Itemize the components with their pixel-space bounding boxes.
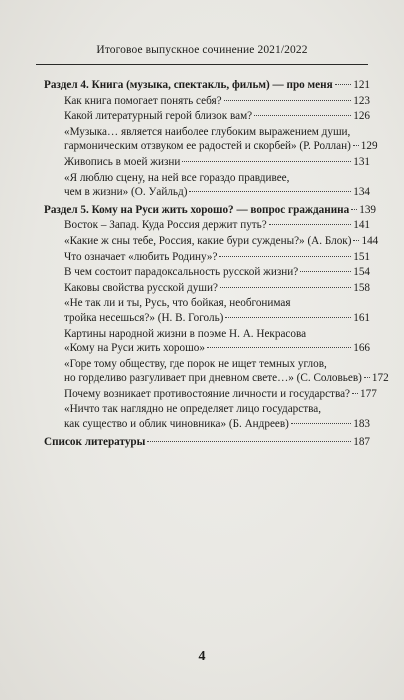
toc-entry-text: Почему возникает противостояние личности и государства? [64,387,351,400]
toc-entry [44,171,370,200]
toc-entry-text: гармоническим отзвуком ее радостей и скорбей» (Р. Роллан) [64,140,351,153]
toc-entry-text: «Музыка… является наиболее глубоким выражением души, [64,125,351,138]
toc-entry-row [44,78,370,93]
toc-entry-text: «Кому на Руси жить хорошо» [64,342,205,355]
toc-entry [44,218,370,233]
toc-entry-text: Раздел 4. Книга (музыка, спектакль, фильм) — про меня [44,79,333,91]
toc-entry-text: Какой литературный герой близок вам? [64,110,253,123]
toc-entry-row [64,94,370,109]
toc-entry-text: Как книга помогает понять себя? [64,94,222,107]
toc-entry-row [44,435,370,450]
toc-page-number: 134 [353,186,370,199]
toc-entry-text: «Какие ж сны тебе, Россия, какие бури суждены?» (А. Блок) [64,234,352,247]
dot-leader [182,161,351,162]
toc-entry-row [64,417,370,432]
page-number: 4 [198,649,206,664]
table-of-contents [44,78,389,450]
dot-leader [224,100,352,101]
toc-entry-row [64,139,378,154]
header-rule [36,64,368,65]
toc-entry-text: Каковы свойства русской души? [64,281,218,294]
toc-entry [44,125,378,154]
dot-leader [225,317,351,318]
toc-entry-row [64,281,370,296]
toc-page-number: 139 [359,203,376,216]
dot-leader [291,423,351,424]
toc-entry-row [64,265,370,280]
toc-page-number: 126 [353,110,370,123]
dot-leader [353,145,359,146]
toc-page-number: 154 [353,266,370,279]
toc-entry-text: Картины народной жизни в поэме Н. А. Некрасова [64,327,307,340]
toc-page-number: 177 [360,387,377,400]
toc-entry [44,281,370,296]
dot-leader [269,224,351,225]
toc-entry [44,357,389,386]
toc-page-number: 161 [353,311,370,324]
toc-entry-row [64,218,370,233]
toc-entry-row [64,155,370,170]
toc-page-number: 129 [360,140,378,153]
toc-page-number: 131 [353,155,370,168]
toc-entry-text: «Ничто так наглядно не определяет лицо государства, [64,403,322,416]
toc-entry [44,402,370,431]
toc-section-entry [44,203,376,218]
dot-leader [351,209,357,210]
toc-entry-row [44,203,376,218]
toc-entry-text: «Горе тому обществу, где порок не ищет темных углов, [64,357,327,370]
toc-entry-text: Восток – Запад. Куда Россия держит путь? [64,219,267,232]
toc-entry-text: Раздел 5. Кому на Руси жить хорошо? — вопрос гражданина [44,203,350,216]
dot-leader [300,271,351,272]
toc-entry-text: как существо и облик чиновника» (Б. Андреев) [64,418,289,431]
toc-entry [44,94,370,109]
toc-page-number: 166 [353,342,370,355]
running-head: Итоговое выпускное сочинение 2021/2022 [96,44,308,56]
toc-entry-text: Что означает «любить Родину»? [64,250,218,263]
toc-entry-row [64,311,370,326]
toc-entry-text: «Не так ли и ты, Русь, что бойкая, необгонимая [64,297,291,310]
dot-leader [147,441,351,442]
toc-entry-row [64,185,370,200]
toc-entry-row [64,250,370,265]
toc-entry [44,250,370,265]
toc-entry [44,155,370,170]
toc-entry-row [64,371,389,386]
dot-leader [353,240,359,241]
dot-leader [364,377,370,378]
dot-leader [189,191,351,192]
toc-page-number: 183 [353,418,370,431]
dot-leader [220,287,351,288]
toc-entry-row [64,109,370,124]
toc-entry-text: Список литературы [44,435,146,448]
toc-entry-text: В чем состоит парадоксальность русской жизни? [64,266,299,279]
toc-entry-row [64,341,370,356]
toc-page-number: 187 [353,435,370,448]
toc-entry-row [64,234,379,249]
toc-entry-text: чем в жизни» (О. Уайльд) [64,186,188,199]
toc-page-number: 121 [353,79,370,91]
toc-page-number: 151 [353,250,370,263]
toc-page-number: 158 [353,281,370,294]
toc-page-number: 141 [353,219,370,232]
toc-entry-text: тройка несешься?» (Н. В. Гоголь) [64,311,224,324]
toc-entry [44,296,370,325]
toc-page-number: 172 [371,372,389,385]
toc-entry [44,387,377,402]
toc-page-number: 144 [361,234,379,247]
toc-entry-text: «Я люблю сцену, на ней все гораздо правдивее, [64,171,290,184]
dot-leader [219,256,351,257]
toc-entry [44,327,370,356]
toc-entry [44,109,370,124]
toc-entry [44,234,379,249]
dot-leader [352,393,358,394]
toc-page-number: 123 [353,94,370,107]
dot-leader [335,84,352,85]
dot-leader [207,347,351,348]
toc-section-entry [44,435,370,450]
toc-entry [44,265,370,280]
toc-section-entry [44,78,370,93]
dot-leader [254,115,351,116]
toc-entry-row [64,387,377,402]
toc-entry-text: но горделиво разгуливает при дневном свете…» (С. Соловьев) [64,372,362,385]
toc-entry-text: Живопись в моей жизни [64,155,181,168]
